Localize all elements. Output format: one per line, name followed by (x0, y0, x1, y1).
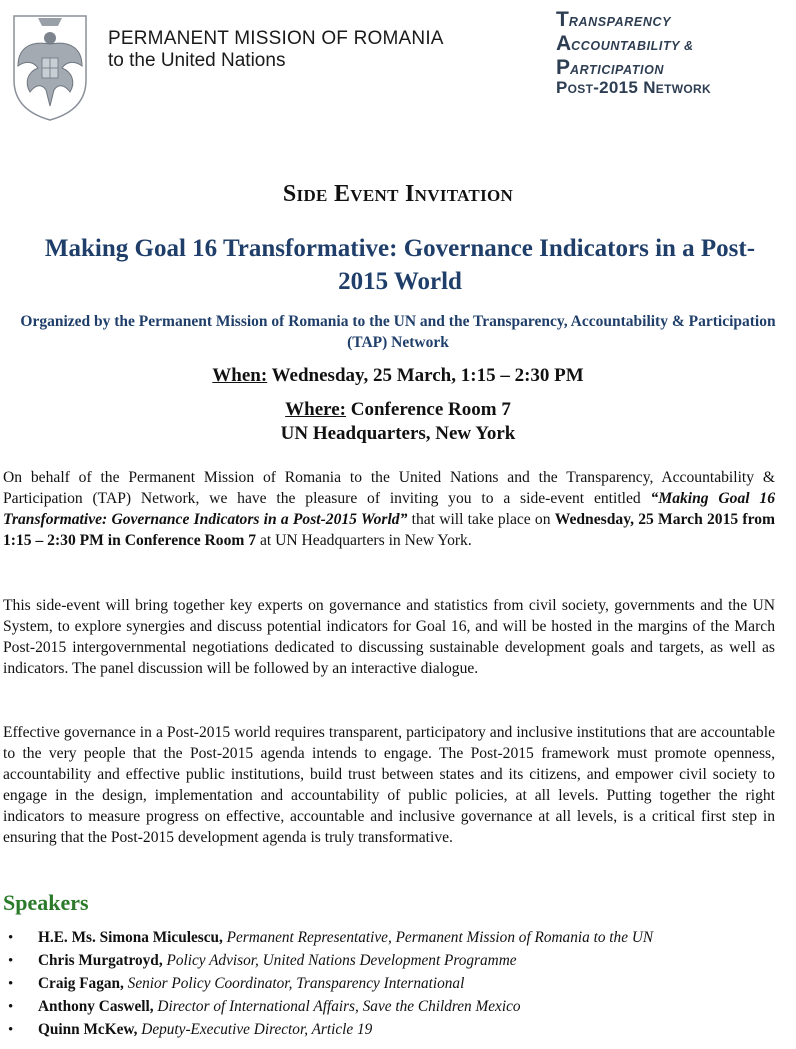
speaker-item (0, 974, 653, 997)
speaker-name: Chris Murgatroyd, (38, 952, 163, 969)
tap-word: RANSPARENCY (568, 15, 672, 29)
text-run: that will take place on (407, 511, 555, 528)
romania-coat-of-arms-icon (8, 10, 92, 122)
tap-network-logo (556, 8, 711, 98)
tap-word: ARTICIPATION (570, 63, 665, 77)
rationale-paragraph: Effective governance in a Post-2015 world requires transparent, participatory and inclusive institutions that are accountable to the very people that the Post-2015 agenda intends to engage. The Post-2015 framework must promote openness, accountability and effective public institutions, build trust between states and its citizens, and empower civil society to engage in the design, implementation and accountability of public policies, at all levels. Putting together the right indicators to measure progress on effective, accountable and inclusive governance at all levels, is a critical first step in ensuring that the Post-2015 development agenda is truly transformative. (3, 724, 775, 846)
speaker-role: Senior Policy Coordinator, Transparency International (127, 975, 465, 992)
speaker-role: Policy Advisor, United Nations Development Programme (166, 952, 517, 969)
where-line (0, 398, 796, 422)
where-line-2: UN Headquarters, New York (280, 423, 516, 444)
event-title: Making Goal 16 Transformative: Governance Indicators in a Post-2015 World (44, 235, 756, 295)
tap-network-label: Post-2015 Network (556, 78, 711, 97)
speaker-name: Quinn McKew, (38, 1021, 138, 1038)
speaker-name: Craig Fagan, (38, 975, 124, 992)
tap-line-accountability (556, 32, 711, 56)
speakers-heading: Speakers (3, 890, 89, 915)
when-label: When: (212, 365, 268, 386)
when-line (0, 365, 796, 387)
mission-line-2: to the United Nations (108, 50, 286, 71)
tap-word: CCOUNTABILITY & (571, 39, 694, 53)
speaker-item (0, 1020, 653, 1043)
tap-line-participation (556, 56, 711, 80)
where-block (0, 398, 796, 446)
speaker-name: Anthony Caswell, (38, 998, 154, 1015)
intro-paragraph (3, 467, 775, 551)
speaker-item (0, 997, 653, 1020)
speakers-list (0, 928, 653, 1043)
speaker-role: Permanent Representative, Permanent Mission of Romania to the UN (226, 929, 654, 946)
invitation-heading: Side Event Invitation (282, 181, 514, 207)
tap-initial: T (556, 8, 569, 31)
tap-initial: P (556, 56, 571, 79)
text-run: at UN Headquarters in New York. (256, 532, 472, 549)
where-value: Conference Room 7 (350, 399, 511, 420)
event-date-inline: Wednesday, 25 March 2015 from 1:15 – 2:30 PM in Conference Room 7 (3, 511, 775, 549)
tap-initial: A (556, 32, 572, 55)
speaker-name: H.E. Ms. Simona Miculescu, (38, 929, 223, 946)
where-label: Where: (285, 399, 347, 420)
text-run: On behalf of the Permanent Mission of Romania to the United Nations and the Transparency, Accountability & Participation (TAP) Network, we have the pleasure of inviting you to a side-event entitled (3, 469, 775, 507)
organizer-line: Organized by the Permanent Mission of Romania to the UN and the Transparency, Accountability & Participation (TAP) Network (20, 313, 776, 351)
when-value: Wednesday, 25 March, 1:15 – 2:30 PM (271, 365, 584, 386)
mission-line-1: PERMANENT MISSION OF ROMANIA (108, 28, 444, 49)
speaker-role: Deputy-Executive Director, Article 19 (141, 1021, 373, 1038)
tap-line-transparency (556, 8, 711, 32)
speaker-item (0, 951, 653, 974)
mission-name (108, 28, 444, 72)
description-paragraph: This side-event will bring together key experts on governance and statistics from civil society, governments and the UN System, to explore synergies and discuss potential indicators for Goal 16, and will be hosted in the margins of the March Post-2015 intergovernmental negotiations dedicated to discussing sustainable development goals and targets, as well as indicators. The panel discussion will be followed by an interactive dialogue. (3, 597, 775, 677)
event-title-inline: “Making Goal 16 Transformative: Governance Indicators in a Post-2015 World” (3, 490, 775, 528)
speaker-role: Director of International Affairs, Save the Children Mexico (157, 998, 521, 1015)
speaker-item (0, 928, 653, 951)
